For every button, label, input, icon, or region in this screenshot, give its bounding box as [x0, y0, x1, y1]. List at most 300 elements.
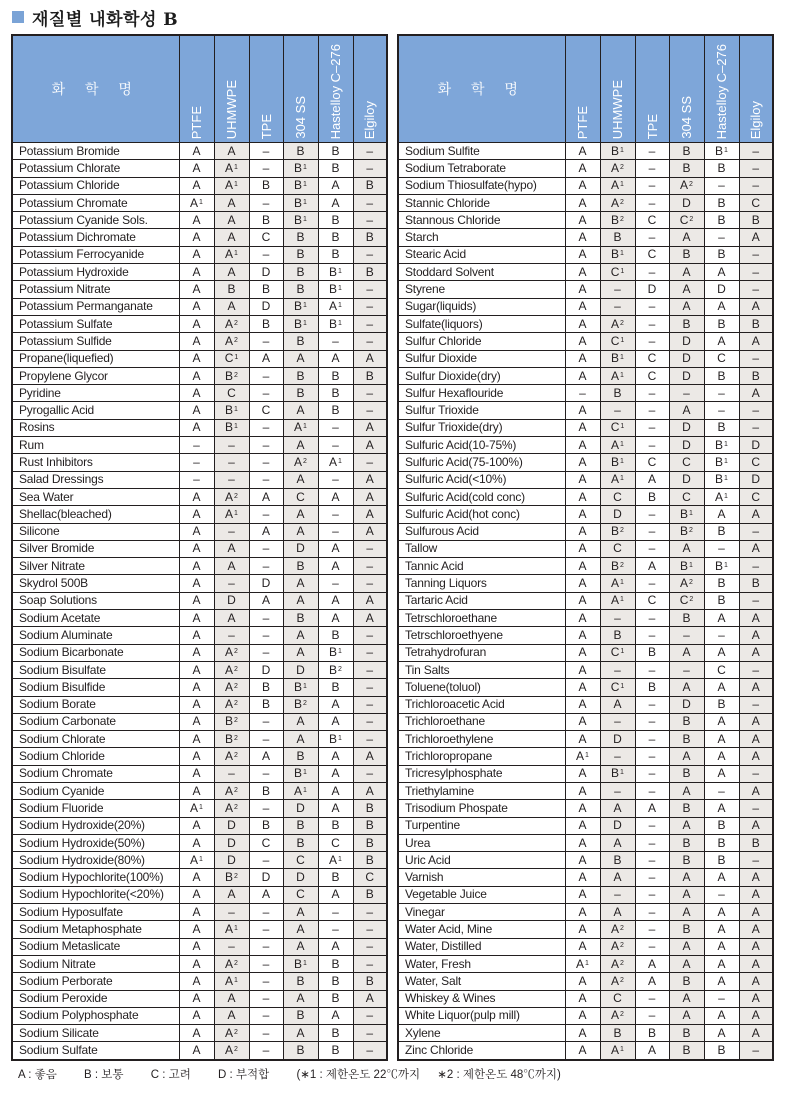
table-row — [12, 471, 387, 488]
rating-cell: B — [318, 229, 353, 246]
rating-cell: D — [669, 696, 704, 713]
rating-cell: – — [669, 661, 704, 678]
rating-cell: A — [179, 731, 214, 748]
rating-cell: – — [353, 731, 387, 748]
rating-cell: A — [214, 212, 249, 229]
rating-cell: – — [739, 696, 773, 713]
chemical-name: Sodium Nitrate — [12, 955, 179, 972]
rating-cell: A — [704, 610, 739, 627]
chemical-name: Sodium Hypochlorite(<20%) — [12, 886, 179, 903]
rating-cell: A — [739, 540, 773, 557]
rating-cell: $B^1$ — [283, 679, 318, 696]
rating-cell: C — [600, 990, 635, 1007]
rating-cell: $C^2$ — [669, 212, 704, 229]
rating-cell: A — [565, 1025, 600, 1042]
rating-cell: A — [669, 904, 704, 921]
rating-cell: $B^1$ — [600, 765, 635, 782]
rating-cell: A — [669, 402, 704, 419]
rating-cell: $A^1$ — [600, 471, 635, 488]
rating-cell: B — [669, 731, 704, 748]
rating-cell: A — [179, 402, 214, 419]
rating-cell: A — [669, 281, 704, 298]
rating-cell: $B^2$ — [600, 523, 635, 540]
rating-cell: – — [704, 540, 739, 557]
chemical-name: Xylene — [398, 1025, 565, 1042]
chemical-name: Sulfuric Acid(10-75%) — [398, 437, 565, 454]
rating-cell: A — [704, 679, 739, 696]
rating-cell: A — [214, 610, 249, 627]
rating-cell: B — [353, 973, 387, 990]
rating-cell: A — [739, 938, 773, 955]
rating-cell: $B^1$ — [318, 731, 353, 748]
rating-cell: B — [600, 229, 635, 246]
rating-cell: A — [179, 765, 214, 782]
rating-cell: $B^1$ — [600, 350, 635, 367]
rating-cell: A — [179, 817, 214, 834]
chemical-name: Sulfur Chloride — [398, 333, 565, 350]
table-row — [12, 990, 387, 1007]
rating-cell: B — [704, 315, 739, 332]
table-row — [12, 713, 387, 730]
rating-cell: $A^2$ — [600, 955, 635, 972]
rating-cell: A — [353, 990, 387, 1007]
rating-cell: A — [565, 194, 600, 211]
chemical-name: Trichloroethane — [398, 713, 565, 730]
table-row — [12, 523, 387, 540]
rating-cell: – — [704, 402, 739, 419]
rating-cell: B — [704, 160, 739, 177]
rating-cell: A — [318, 540, 353, 557]
rating-cell: C — [353, 869, 387, 886]
chemical-name: Potassium Sulfide — [12, 333, 179, 350]
rating-cell: – — [249, 852, 283, 869]
rating-cell: A — [704, 1007, 739, 1024]
rating-cell: B — [318, 955, 353, 972]
table-row — [12, 955, 387, 972]
chemical-name: Sulfuric Acid(75-100%) — [398, 454, 565, 471]
chemical-name: Sodium Hydroxide(80%) — [12, 852, 179, 869]
rating-cell: – — [635, 523, 669, 540]
rating-cell: $B^1$ — [318, 315, 353, 332]
rating-cell: A — [179, 904, 214, 921]
rating-cell: – — [600, 661, 635, 678]
table-row — [12, 782, 387, 799]
rating-cell: – — [249, 973, 283, 990]
rating-cell: A — [565, 817, 600, 834]
rating-cell: $A^1$ — [214, 177, 249, 194]
rating-cell: A — [318, 194, 353, 211]
table-row — [12, 540, 387, 557]
chemical-name: Tanning Liquors — [398, 575, 565, 592]
chemical-name: Potassium Nitrate — [12, 281, 179, 298]
rating-cell: D — [283, 800, 318, 817]
rating-cell: B — [669, 143, 704, 160]
table-row — [398, 540, 773, 557]
rating-cell: – — [353, 385, 387, 402]
table-row — [12, 904, 387, 921]
rating-cell: D — [600, 506, 635, 523]
rating-cell: B — [283, 817, 318, 834]
rating-cell: A — [283, 437, 318, 454]
chemical-name: Sodium Borate — [12, 696, 179, 713]
rating-cell: – — [179, 454, 214, 471]
rating-cell: – — [249, 385, 283, 402]
rating-cell: D — [249, 575, 283, 592]
rating-cell: – — [635, 402, 669, 419]
table-row — [12, 212, 387, 229]
chemical-name: Potassium Bromide — [12, 143, 179, 160]
rating-cell: $C^1$ — [600, 419, 635, 436]
rating-cell: B — [283, 143, 318, 160]
rating-cell: A — [565, 1042, 600, 1060]
table-row — [398, 852, 773, 869]
rating-cell: B — [704, 367, 739, 384]
rating-cell: C — [283, 488, 318, 505]
rating-cell: A — [739, 298, 773, 315]
chemical-name: Sodium Hypochlorite(100%) — [12, 869, 179, 886]
rating-cell: $B^2$ — [214, 869, 249, 886]
rating-cell: $A^1$ — [600, 437, 635, 454]
table-row — [398, 696, 773, 713]
rating-cell: A — [318, 782, 353, 799]
rating-cell: – — [739, 160, 773, 177]
rating-cell: $B^1$ — [283, 955, 318, 972]
rating-cell: A — [669, 229, 704, 246]
rating-cell: B — [669, 315, 704, 332]
rating-cell: B — [318, 385, 353, 402]
rating-cell: – — [635, 143, 669, 160]
rating-cell: A — [179, 921, 214, 938]
rating-cell: A — [565, 886, 600, 903]
rating-cell: A — [179, 627, 214, 644]
chemical-name: Sulfate(liquors) — [398, 315, 565, 332]
rating-cell: A — [353, 748, 387, 765]
rating-cell: B — [635, 1025, 669, 1042]
rating-cell: B — [600, 852, 635, 869]
rating-cell: A — [669, 955, 704, 972]
rating-cell: A — [704, 1025, 739, 1042]
table-row — [398, 644, 773, 661]
material-header-uhmwpe: UHMWPE — [214, 35, 249, 143]
rating-cell: C — [669, 454, 704, 471]
rating-legend — [18, 1066, 585, 1082]
chemical-name: Tallow — [398, 540, 565, 557]
rating-cell: – — [249, 610, 283, 627]
rating-cell: – — [353, 194, 387, 211]
rating-cell: – — [704, 229, 739, 246]
chemical-name: Sulfuric Acid(<10%) — [398, 471, 565, 488]
rating-cell: $A^2$ — [600, 938, 635, 955]
chemical-name: Tetrahydrofuran — [398, 644, 565, 661]
rating-cell: A — [704, 264, 739, 281]
rating-cell: B — [704, 212, 739, 229]
rating-cell: A — [353, 782, 387, 799]
rating-cell: $B^2$ — [214, 731, 249, 748]
header-row — [398, 35, 773, 143]
rating-cell: – — [739, 264, 773, 281]
rating-cell: A — [318, 1007, 353, 1024]
table-row — [398, 627, 773, 644]
rating-cell: $A^2$ — [600, 315, 635, 332]
rating-cell: – — [353, 575, 387, 592]
rating-cell: A — [283, 990, 318, 1007]
rating-cell: $A^1$ — [318, 454, 353, 471]
rating-cell: A — [353, 350, 387, 367]
rating-cell: B — [669, 973, 704, 990]
rating-cell: B — [249, 177, 283, 194]
table-row — [12, 592, 387, 609]
rating-cell: A — [179, 661, 214, 678]
rating-cell: A — [739, 627, 773, 644]
rating-cell: – — [635, 904, 669, 921]
rating-cell: B — [600, 1025, 635, 1042]
chemical-name: Trisodium Phospate — [398, 800, 565, 817]
rating-cell: $B^1$ — [283, 212, 318, 229]
rating-cell: – — [249, 921, 283, 938]
rating-cell: – — [635, 315, 669, 332]
table-row — [12, 1007, 387, 1024]
rating-cell: $B^1$ — [214, 419, 249, 436]
chemical-name: Turpentine — [398, 817, 565, 834]
rating-cell: $C^1$ — [214, 350, 249, 367]
rating-cell: $A^2$ — [214, 661, 249, 678]
chemical-name: Varnish — [398, 869, 565, 886]
chemical-name: Potassium Hydroxide — [12, 264, 179, 281]
rating-cell: A — [635, 955, 669, 972]
material-header-hastelloy: Hastelloy C–276 — [704, 35, 739, 143]
rating-cell: B — [635, 488, 669, 505]
table-row — [398, 143, 773, 160]
table-row — [12, 644, 387, 661]
table-row — [12, 385, 387, 402]
chemical-name: Whiskey & Wines — [398, 990, 565, 1007]
rating-cell: A — [179, 367, 214, 384]
rating-cell: $A^1$ — [214, 973, 249, 990]
rating-cell: – — [214, 904, 249, 921]
rating-cell: $B^2$ — [600, 558, 635, 575]
chemical-name: Water Acid, Mine — [398, 921, 565, 938]
rating-cell: A — [739, 886, 773, 903]
rating-cell: B — [318, 246, 353, 263]
rating-cell: B — [249, 782, 283, 799]
rating-cell: B — [635, 644, 669, 661]
rating-cell: $B^2$ — [669, 523, 704, 540]
rating-cell: – — [249, 143, 283, 160]
rating-cell: A — [739, 385, 773, 402]
rating-cell: A — [565, 454, 600, 471]
table-row — [12, 229, 387, 246]
rating-cell: $B^2$ — [283, 696, 318, 713]
rating-cell: A — [249, 350, 283, 367]
rating-cell: – — [249, 437, 283, 454]
rating-cell: A — [179, 558, 214, 575]
rating-cell: C — [635, 454, 669, 471]
rating-cell: B — [704, 523, 739, 540]
rating-cell: – — [669, 627, 704, 644]
rating-cell: $B^1$ — [704, 454, 739, 471]
rating-cell: A — [565, 869, 600, 886]
rating-cell: A — [704, 800, 739, 817]
rating-cell: $B^1$ — [669, 558, 704, 575]
rating-cell: – — [565, 385, 600, 402]
rating-cell: B — [600, 627, 635, 644]
rating-cell: B — [704, 852, 739, 869]
rating-cell: $C^1$ — [600, 264, 635, 281]
rating-cell: A — [179, 644, 214, 661]
rating-cell: – — [635, 627, 669, 644]
rating-cell: – — [249, 938, 283, 955]
rating-cell: – — [739, 765, 773, 782]
rating-cell: A — [214, 229, 249, 246]
page-title — [12, 6, 178, 28]
table-row — [398, 264, 773, 281]
rating-cell: – — [739, 350, 773, 367]
rating-cell: B — [318, 160, 353, 177]
table-row — [398, 437, 773, 454]
rating-cell: D — [214, 817, 249, 834]
rating-cell: – — [704, 886, 739, 903]
rating-cell: B — [353, 229, 387, 246]
rating-cell: – — [214, 765, 249, 782]
rating-cell: $A^1$ — [600, 575, 635, 592]
rating-cell: – — [635, 540, 669, 557]
chemical-name: Sulfur Dioxide — [398, 350, 565, 367]
rating-cell: – — [214, 938, 249, 955]
table-row — [12, 627, 387, 644]
chemical-name: Salad Dressings — [12, 471, 179, 488]
rating-cell: A — [249, 886, 283, 903]
chemical-name: Potassium Permanganate — [12, 298, 179, 315]
table-row — [12, 488, 387, 505]
table-row — [398, 212, 773, 229]
rating-cell: $A^2$ — [283, 454, 318, 471]
rating-cell: – — [739, 661, 773, 678]
rating-cell: – — [353, 713, 387, 730]
rating-cell: – — [214, 627, 249, 644]
rating-cell: A — [704, 765, 739, 782]
table-row — [12, 661, 387, 678]
rating-cell: – — [353, 315, 387, 332]
table-row — [12, 419, 387, 436]
rating-cell: A — [179, 679, 214, 696]
table-row — [398, 402, 773, 419]
rating-cell: B — [283, 246, 318, 263]
rating-cell: $A^2$ — [600, 973, 635, 990]
rating-cell: B — [704, 246, 739, 263]
rating-cell: A — [318, 696, 353, 713]
rating-cell: – — [353, 558, 387, 575]
rating-cell: A — [704, 973, 739, 990]
rating-cell: C — [249, 834, 283, 851]
chemical-name: Sodium Cyanide — [12, 782, 179, 799]
rating-cell: B — [669, 1042, 704, 1060]
rating-cell: A — [283, 471, 318, 488]
rating-cell: B — [353, 367, 387, 384]
material-header-tpe: TPE — [635, 35, 669, 143]
rating-cell: A — [669, 540, 704, 557]
rating-cell: – — [353, 281, 387, 298]
rating-cell: A — [179, 160, 214, 177]
table-row — [12, 817, 387, 834]
rating-cell: $B^1$ — [318, 644, 353, 661]
chemical-name: Sodium Silicate — [12, 1025, 179, 1042]
rating-cell: – — [635, 834, 669, 851]
rating-cell: D — [249, 298, 283, 315]
rating-cell: A — [565, 523, 600, 540]
rating-cell: $B^1$ — [318, 264, 353, 281]
chemical-name: Stoddard Solvent — [398, 264, 565, 281]
rating-cell: A — [565, 938, 600, 955]
legend-note-2: ∗2 : 제한온도 48℃까지) — [437, 1069, 561, 1081]
rating-cell: – — [704, 990, 739, 1007]
rating-cell: $B^1$ — [283, 298, 318, 315]
rating-cell: A — [565, 679, 600, 696]
table-row — [12, 1042, 387, 1060]
rating-cell: – — [353, 938, 387, 955]
rating-cell: A — [565, 160, 600, 177]
rating-cell: – — [635, 437, 669, 454]
chemical-name: Skydrol 500B — [12, 575, 179, 592]
rating-cell: A — [565, 281, 600, 298]
rating-cell: – — [635, 817, 669, 834]
rating-cell: A — [600, 869, 635, 886]
rating-cell: A — [704, 298, 739, 315]
chemical-name: Styrene — [398, 281, 565, 298]
table-row — [398, 315, 773, 332]
rating-cell: A — [565, 904, 600, 921]
table-row — [398, 748, 773, 765]
chemical-name: Vegetable Juice — [398, 886, 565, 903]
rating-cell: A — [565, 610, 600, 627]
table-row — [12, 315, 387, 332]
rating-cell: $A^2$ — [214, 333, 249, 350]
rating-cell: – — [214, 437, 249, 454]
rating-cell: A — [669, 264, 704, 281]
rating-cell: A — [739, 610, 773, 627]
rating-cell: $A^1$ — [179, 852, 214, 869]
chemical-name: Stannous Chloride — [398, 212, 565, 229]
rating-cell: A — [179, 143, 214, 160]
chemical-name: Stearic Acid — [398, 246, 565, 263]
rating-cell: A — [179, 990, 214, 1007]
rating-cell: A — [249, 523, 283, 540]
rating-cell: A — [565, 575, 600, 592]
rating-cell: C — [214, 385, 249, 402]
table-row — [398, 679, 773, 696]
table-row — [398, 194, 773, 211]
rating-cell: – — [600, 713, 635, 730]
chemical-name: Water, Fresh — [398, 955, 565, 972]
rating-cell: A — [179, 281, 214, 298]
chemical-name: Sodium Metaphosphate — [12, 921, 179, 938]
rating-cell: A — [179, 748, 214, 765]
rating-cell: – — [635, 229, 669, 246]
rating-cell: A — [179, 229, 214, 246]
rating-cell: – — [249, 1007, 283, 1024]
table-row — [12, 437, 387, 454]
table-row — [398, 488, 773, 505]
rating-cell: B — [600, 385, 635, 402]
rating-cell: B — [704, 834, 739, 851]
rating-cell: – — [704, 782, 739, 799]
rating-cell: – — [635, 264, 669, 281]
rating-cell: $A^2$ — [214, 782, 249, 799]
rating-cell: A — [179, 696, 214, 713]
rating-cell: A — [214, 886, 249, 903]
rating-cell: $A^1$ — [214, 921, 249, 938]
rating-cell: A — [214, 143, 249, 160]
rating-cell: B — [318, 1025, 353, 1042]
